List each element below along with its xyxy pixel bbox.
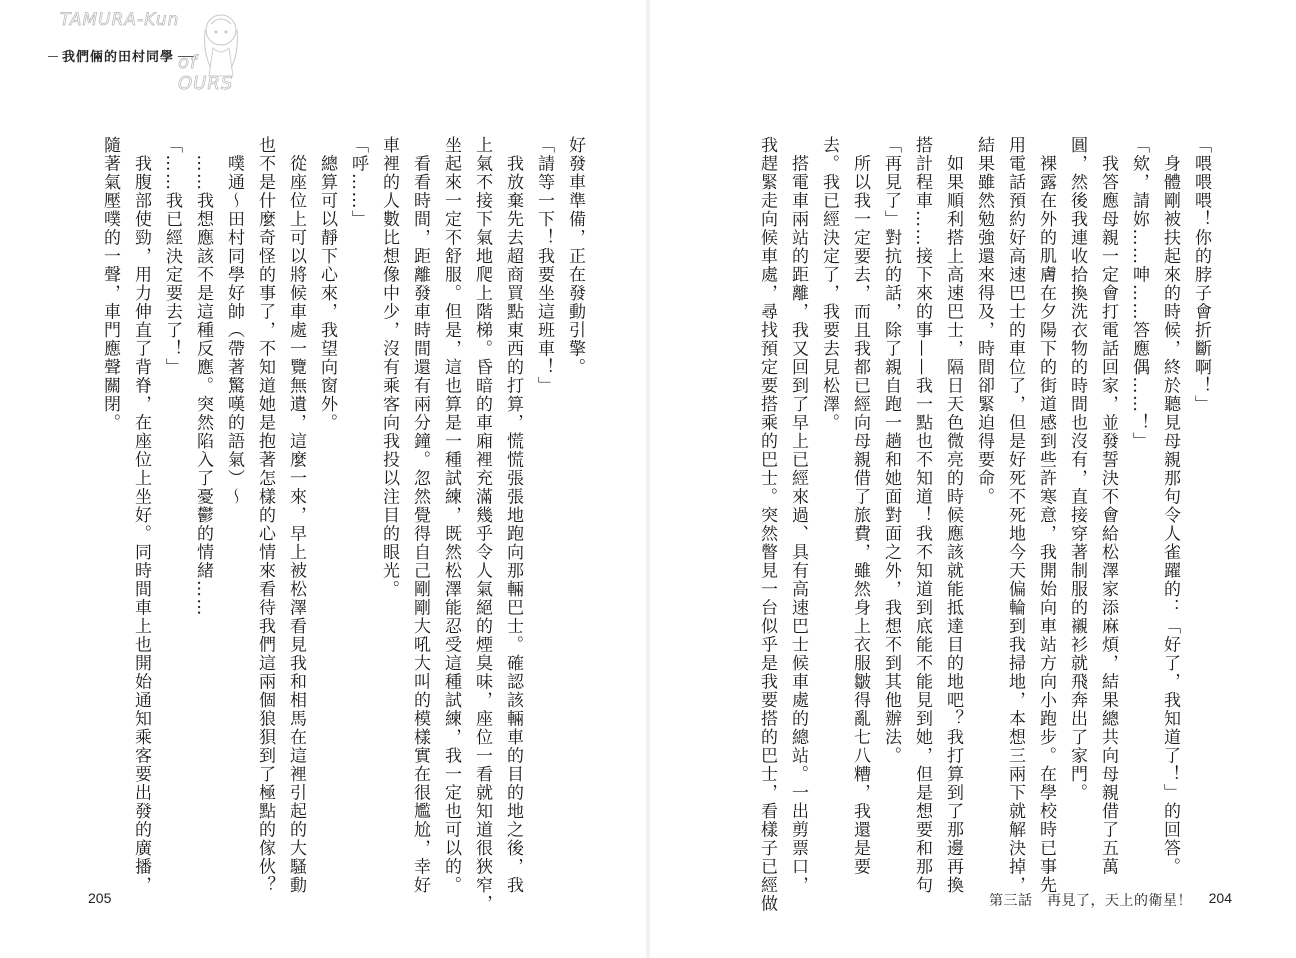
paragraph: 我趕緊走向候車處，尋找預定要搭乘的巴士。突然瞥見一台似乎是我要搭的巴士，看樣子已經做 [757, 136, 777, 913]
paragraph: 車裡的人數比想像中少，沒有乘客向我投以注目的眼光。 [379, 136, 399, 599]
paragraph: 「……我已經決定要去了！」 [162, 136, 182, 377]
page-number-left: 205 [88, 890, 112, 906]
paragraph: 「請等一下！我要坐這班車！」 [534, 136, 554, 395]
paragraph: 身體剛被扶起來的時候，終於聽見母親那句令人雀躍的：「好了，我知道了！」的回答。 [1160, 136, 1180, 876]
paragraph: ……我想應該不是這種反應。突然陷入了憂鬱的情緒…… [193, 136, 213, 617]
paragraph: 坐起來一定不舒服。但是，這也算是一種試練，既然松澤能忍受這種試練，我一定也可以的。 [441, 136, 461, 895]
logo-text-bottom: of OURS [178, 52, 234, 94]
right-page [648, 0, 1296, 958]
paragraph: 所以我一定要去，而且我都已經向母親借了旅費，雖然身上衣服皺得亂七八糟，我還是要 [850, 136, 870, 876]
paragraph: 總算可以靜下心來，我望向窗外。 [317, 136, 337, 432]
paragraph: 看看時間，距離發車時間還有兩分鐘。忽然覺得自己剛剛大吼大叫的模樣實在很尷尬，幸好 [410, 136, 430, 895]
paragraph: 結果雖然勉強還來得及，時間卻緊迫得要命。 [974, 136, 994, 506]
paragraph: 搭計程車……接下來的事——我一點也不知道！我不知道到底能不能見到她，但是想要和那句 [912, 136, 932, 895]
logo-text-top: TAMURA-Kun [60, 10, 180, 30]
paragraph: 從座位上可以將候車處一覽無遺，這麼一來，早上被松澤看見我和相馬在這裡引起的大騷動 [286, 136, 306, 895]
paragraph: 去。我已經決定了，我要去見松澤。 [819, 136, 839, 432]
paragraph: 上氣不接下氣地爬上階梯。昏暗的車廂裡充滿幾乎令人氣絕的煙臭味，座位一看就知道很狹窄， [472, 136, 492, 913]
paragraph: 「呼……」 [348, 136, 368, 229]
paragraph: 裸露在外的肌膚在夕陽下的街道感到些許寒意，我開始向車站方向小跑步。在學校時已事先 [1036, 136, 1056, 895]
paragraph: 我腹部使勁，用力伸直了背脊，在座位上坐好。同時間車上也開始通知乘客要出發的廣播， [131, 136, 151, 895]
paragraph: 隨著氣壓噗的一聲，車門應聲關閉。 [100, 136, 120, 432]
page-number-right: 204 [1208, 890, 1232, 906]
paragraph: 噗通～田村同學好帥（帶著驚嘆的語氣）～ [224, 136, 244, 506]
paragraph: 也不是什麼奇怪的事了，不知道她是抱著怎樣的心情來看待我們這兩個狼狽到了極點的傢伙？ [255, 136, 275, 895]
paragraph: 好發車準備，正在發動引擎。 [565, 136, 585, 377]
chapter-title: 第三話 再見了，天上的衛星！ [989, 893, 1192, 909]
paragraph: 「再見了」對抗的話，除了親自跑一趟和她面對面之外，我想不到其他辦法。 [881, 136, 901, 765]
paragraph: 「喂喂喂！你的脖子會折斷啊！」 [1191, 136, 1211, 414]
paragraph: 圓，然後我連收拾換洗衣物的時間也沒有，直接穿著制服的襯衫就飛奔出了家門。 [1067, 136, 1087, 802]
paragraph: 我答應母親一定會打電話回家，並發誓決不會給松澤家添麻煩，結果總共向母親借了五萬 [1098, 136, 1118, 876]
paragraph: 用電話預約好高速巴士的車位了，但是好死不死地今天偏輪到我掃地，本想三兩下就解決掉， [1005, 136, 1025, 895]
paragraph: 我放棄先去超商買點東西的打算，慌慌張張地跑向那輛巴士。確認該輛車的目的地之後，我 [503, 136, 523, 895]
series-logo [48, 8, 248, 94]
paragraph: 如果順利搭上高速巴士，隔日天色微亮的時候應該就能抵達目的地吧？我打算到了那邊再換 [943, 136, 963, 895]
paragraph: 搭電車兩站的距離，我又回到了早上已經來過、具有高速巴士候車處的總站。一出剪票口， [788, 136, 808, 895]
series-title: 我們倆的田村同學 [58, 46, 178, 65]
paragraph: 「欸，請妳……呻……答應偶……！」 [1129, 136, 1149, 451]
